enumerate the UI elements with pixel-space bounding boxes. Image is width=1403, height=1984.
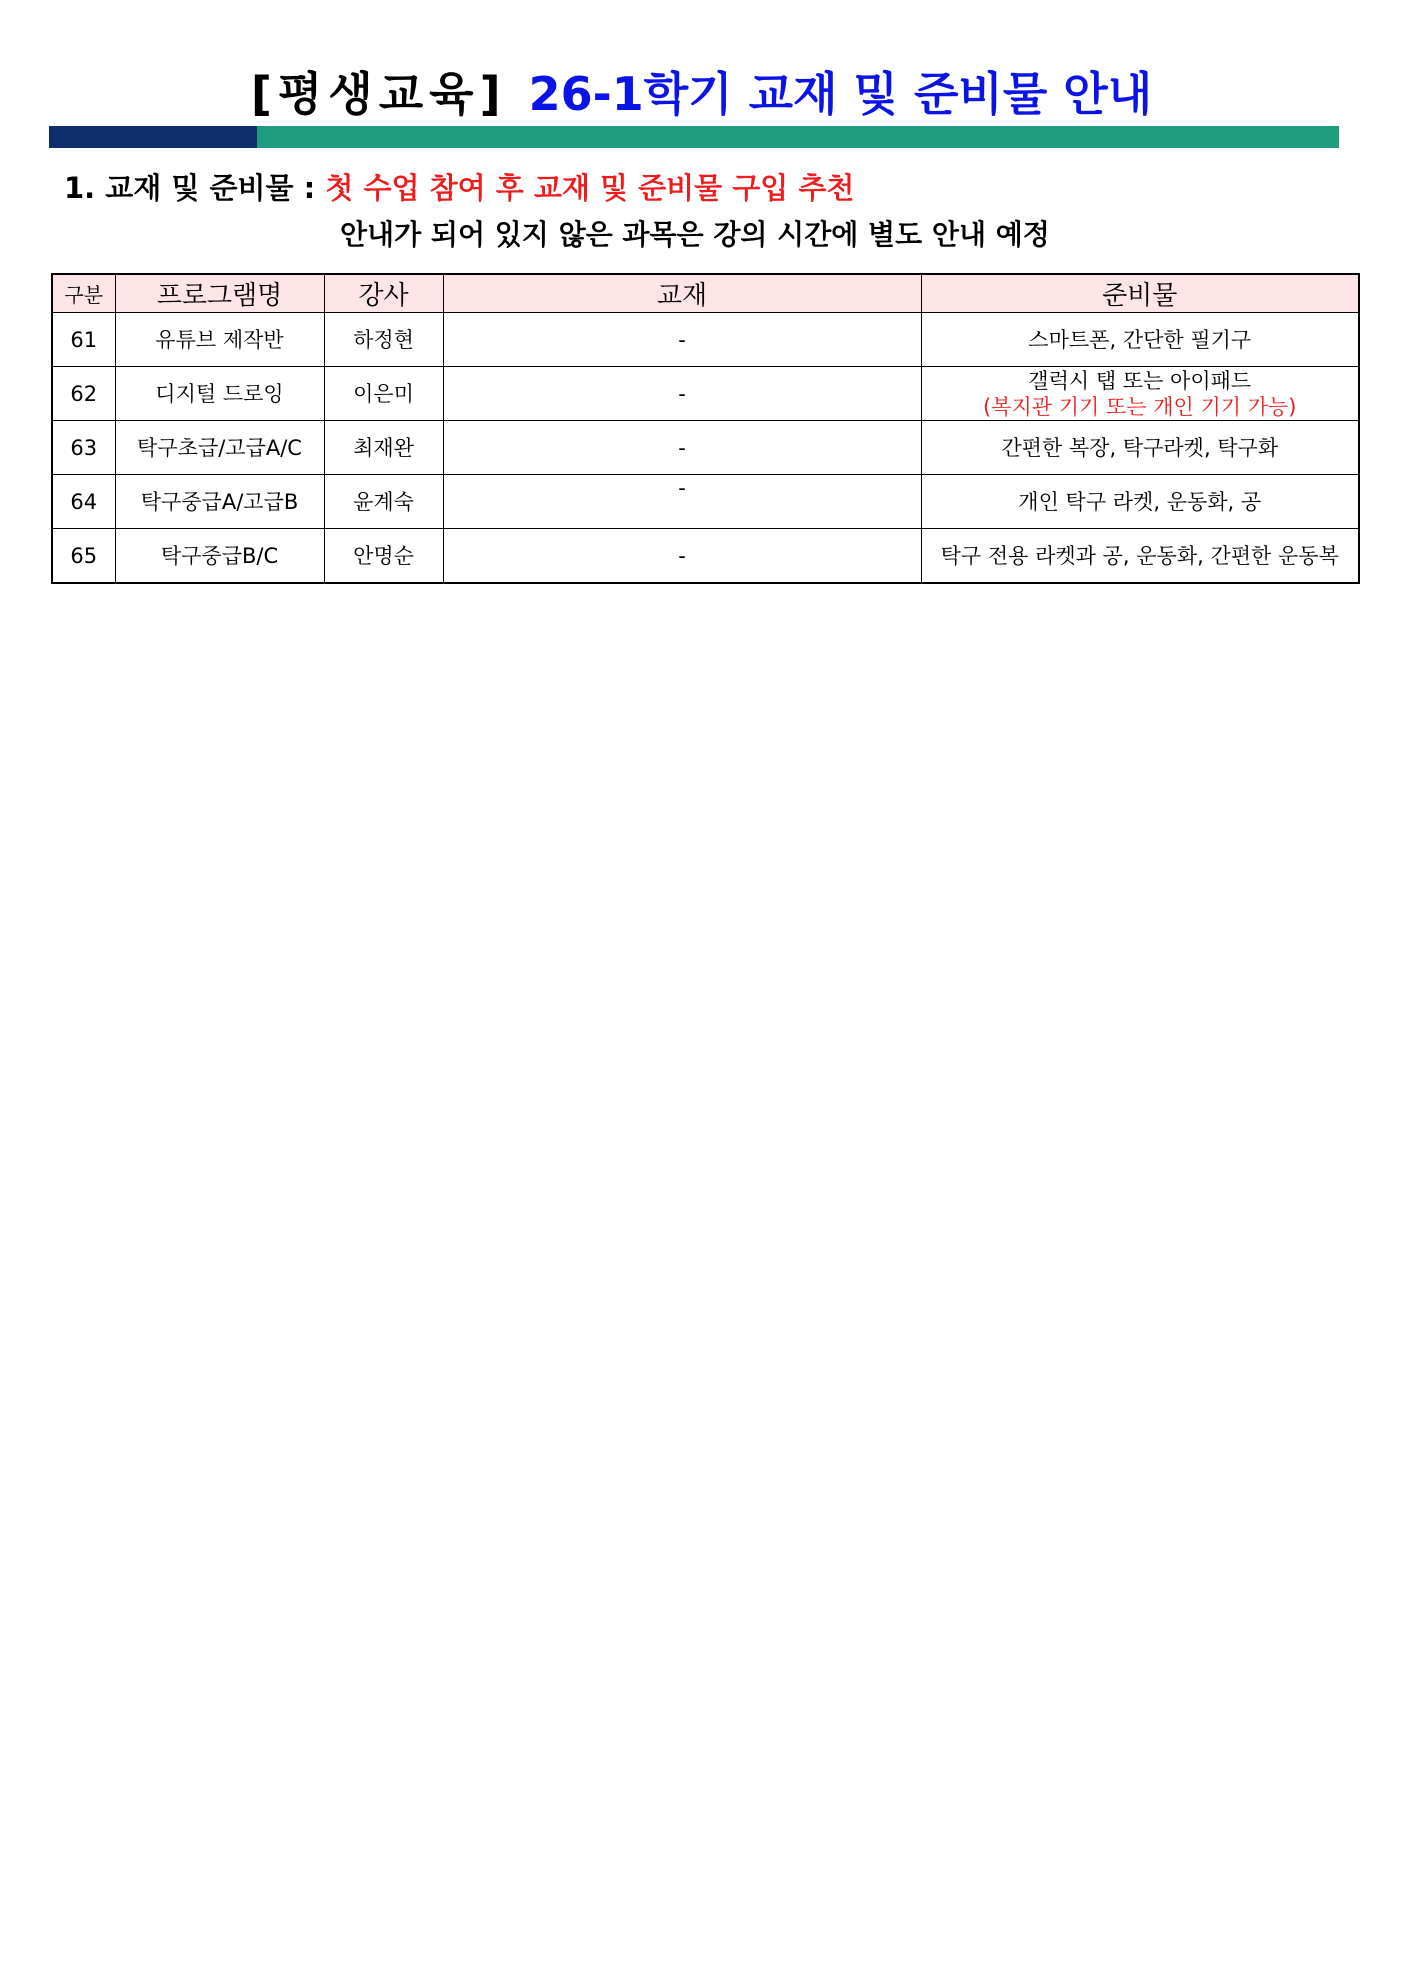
supplies-note: (복지관 기기 또는 개인 기기 가능): [983, 394, 1297, 419]
cell-program: 탁구초급/고급A/C: [115, 421, 324, 475]
section-note: 안내가 되어 있지 않은 과목은 강의 시간에 별도 안내 예정: [340, 218, 1050, 251]
cell-supplies: 스마트폰, 간단한 필기구: [921, 313, 1359, 367]
cell-no: 62: [52, 367, 115, 421]
cell-supplies: 탁구 전용 라켓과 공, 운동화, 간편한 운동복: [921, 529, 1359, 584]
title-rule-navy: [49, 126, 257, 148]
cell-program: 탁구중급A/고급B: [115, 475, 324, 529]
title-rule-teal: [257, 126, 1339, 148]
cell-program: 유튜브 제작반: [115, 313, 324, 367]
cell-no: 61: [52, 313, 115, 367]
cell-no: 64: [52, 475, 115, 529]
page-title: [0, 64, 1403, 124]
title-tag: [평생교육]: [250, 67, 507, 121]
cell-teacher: 안명순: [324, 529, 443, 584]
table-row: [52, 313, 1359, 367]
supplies-table: [51, 273, 1360, 584]
table-header-row: [52, 274, 1359, 313]
table-row: [52, 475, 1359, 529]
textbook-value: -: [678, 435, 686, 460]
cell-teacher: 최재완: [324, 421, 443, 475]
col-header-supplies: 준비물: [921, 274, 1359, 313]
cell-teacher: 윤계숙: [324, 475, 443, 529]
textbook-value: -: [678, 543, 686, 568]
cell-supplies: [921, 367, 1359, 421]
section-heading: [64, 168, 854, 208]
table-row: [52, 421, 1359, 475]
title-main: 26-1학기 교재 및 준비물 안내: [528, 67, 1153, 121]
col-header-teacher: 강사: [324, 274, 443, 313]
cell-teacher: 이은미: [324, 367, 443, 421]
cell-program: 디지털 드로잉: [115, 367, 324, 421]
table-row: [52, 529, 1359, 584]
cell-textbook: [443, 475, 921, 529]
cell-program: 탁구중급B/C: [115, 529, 324, 584]
section-highlight: 첫 수업 참여 후 교재 및 준비물 구입 추천: [325, 171, 855, 205]
cell-textbook: [443, 367, 921, 421]
cell-textbook: [443, 421, 921, 475]
col-header-no: 구분: [52, 274, 115, 313]
textbook-value: -: [678, 381, 686, 406]
cell-no: 63: [52, 421, 115, 475]
cell-textbook: [443, 529, 921, 584]
supplies-value: 갤럭시 탭 또는 아이패드: [1028, 368, 1252, 393]
textbook-value: -: [678, 327, 686, 352]
cell-supplies: 개인 탁구 라켓, 운동화, 공: [921, 475, 1359, 529]
cell-teacher: 하정현: [324, 313, 443, 367]
cell-no: 65: [52, 529, 115, 584]
textbook-value: -: [678, 475, 686, 500]
col-header-textbook: 교재: [443, 274, 921, 313]
col-header-program: 프로그램명: [115, 274, 324, 313]
section-label: 1. 교재 및 준비물 :: [64, 171, 326, 205]
cell-textbook: [443, 313, 921, 367]
cell-supplies: 간편한 복장, 탁구라켓, 탁구화: [921, 421, 1359, 475]
table-row: [52, 367, 1359, 421]
